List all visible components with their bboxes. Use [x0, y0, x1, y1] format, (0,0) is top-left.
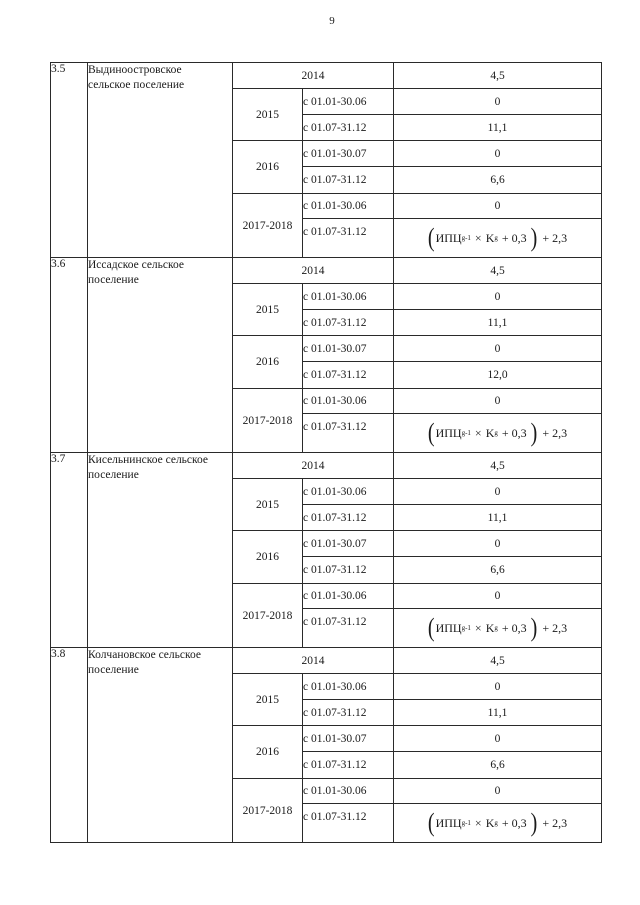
formula-left-paren: (: [427, 223, 435, 253]
value-cell: 12,0: [394, 362, 602, 389]
period-cell: с 01.01-30.06: [303, 284, 394, 310]
period-cell: с 01.01-30.06: [303, 479, 394, 505]
year-cell: 2017-2018: [233, 194, 303, 258]
formula: [427, 418, 568, 448]
formula-cell: [394, 219, 602, 258]
formula-ipc: ИПЦ: [435, 425, 462, 440]
period-cell: с 01.07-31.12: [303, 700, 394, 726]
period-cell: с 01.01-30.06: [303, 779, 394, 804]
formula-outer-plus: + 2,3: [542, 230, 568, 245]
formula-k-subscript: g: [494, 818, 498, 827]
formula-left-paren: (: [427, 418, 435, 448]
base-year-cell: 2014: [233, 63, 394, 89]
section-first-row: [51, 648, 602, 674]
formula: [427, 613, 568, 643]
formula-right-paren: ): [530, 418, 538, 448]
formula-k: K: [485, 425, 495, 440]
period-cell: с 01.01-30.06: [303, 584, 394, 609]
value-cell: 6,6: [394, 557, 602, 584]
formula-k-subscript: g: [494, 428, 498, 437]
formula-cell: [394, 804, 602, 843]
section-name-line: Иссадское сельское: [88, 259, 185, 271]
period-cell: с 01.07-31.12: [303, 505, 394, 531]
value-cell: 11,1: [394, 700, 602, 726]
year-cell: 2017-2018: [233, 779, 303, 843]
section-number: 3.7: [51, 453, 88, 648]
period-cell: с 01.01-30.07: [303, 726, 394, 752]
formula-left-paren: (: [427, 613, 435, 643]
section-name-line: сельское поселение: [88, 79, 185, 91]
section-name-line: поселение: [88, 664, 139, 676]
formula-right-paren: ): [530, 613, 538, 643]
year-cell: 2015: [233, 89, 303, 141]
period-cell: с 01.07-31.12: [303, 115, 394, 141]
formula-ipc-subscript: g-1: [461, 623, 471, 632]
value-cell: 11,1: [394, 505, 602, 531]
formula-outer-plus: + 2,3: [542, 425, 568, 440]
formula-cell: [394, 609, 602, 648]
section-name: [88, 453, 233, 648]
formula-inner-plus: + 0,3: [501, 425, 527, 440]
tariff-table-body: [51, 63, 602, 843]
period-cell: с 01.07-31.12: [303, 414, 394, 453]
period-cell: с 01.07-31.12: [303, 167, 394, 194]
year-cell: 2016: [233, 336, 303, 389]
value-cell: 0: [394, 479, 602, 505]
period-cell: с 01.07-31.12: [303, 752, 394, 779]
formula-inner-plus: + 0,3: [501, 230, 527, 245]
period-cell: с 01.01-30.06: [303, 89, 394, 115]
period-cell: с 01.01-30.07: [303, 336, 394, 362]
period-cell: с 01.07-31.12: [303, 557, 394, 584]
value-cell: 4,5: [394, 63, 602, 89]
formula-right-paren: ): [530, 808, 538, 838]
value-cell: 4,5: [394, 258, 602, 284]
page-number: 9: [329, 15, 335, 27]
formula-ipc: ИПЦ: [435, 230, 462, 245]
period-cell: с 01.07-31.12: [303, 362, 394, 389]
year-cell: 2017-2018: [233, 389, 303, 453]
value-cell: 0: [394, 584, 602, 609]
section-name-line: Колчановское сельское: [88, 649, 202, 661]
section-first-row: [51, 453, 602, 479]
formula-times: ×: [474, 425, 482, 440]
year-cell: 2016: [233, 726, 303, 779]
value-cell: 4,5: [394, 453, 602, 479]
base-year-cell: 2014: [233, 648, 394, 674]
section-first-row: [51, 63, 602, 89]
value-cell: 11,1: [394, 115, 602, 141]
formula-outer-plus: + 2,3: [542, 815, 568, 830]
year-cell: 2015: [233, 284, 303, 336]
period-cell: с 01.01-30.06: [303, 389, 394, 414]
value-cell: 6,6: [394, 167, 602, 194]
formula: [427, 223, 568, 253]
value-cell: 0: [394, 89, 602, 115]
formula-inner-plus: + 0,3: [501, 620, 527, 635]
year-cell: 2015: [233, 674, 303, 726]
formula-left-paren: (: [427, 808, 435, 838]
value-cell: 0: [394, 779, 602, 804]
section-number: 3.5: [51, 63, 88, 258]
year-cell: 2017-2018: [233, 584, 303, 648]
formula-times: ×: [474, 815, 482, 830]
section-name-line: поселение: [88, 274, 139, 286]
formula-right-paren: ): [530, 223, 538, 253]
section-name-line: Выдиноостровское: [88, 64, 182, 76]
section-name-line: Кисельнинское сельское: [88, 454, 209, 466]
formula-ipc-subscript: g-1: [461, 818, 471, 827]
formula-ipc-subscript: g-1: [461, 233, 471, 242]
formula-k: K: [485, 815, 495, 830]
formula-k-subscript: g: [494, 623, 498, 632]
formula-k-subscript: g: [494, 233, 498, 242]
value-cell: 0: [394, 194, 602, 219]
formula-times: ×: [474, 230, 482, 245]
formula-ipc: ИПЦ: [435, 620, 462, 635]
value-cell: 0: [394, 141, 602, 167]
formula-outer-plus: + 2,3: [542, 620, 568, 635]
year-cell: 2015: [233, 479, 303, 531]
period-cell: с 01.07-31.12: [303, 609, 394, 648]
section-number: 3.6: [51, 258, 88, 453]
value-cell: 0: [394, 284, 602, 310]
period-cell: с 01.07-31.12: [303, 219, 394, 258]
formula-ipc: ИПЦ: [435, 815, 462, 830]
section-name: [88, 258, 233, 453]
section-first-row: [51, 258, 602, 284]
formula-cell: [394, 414, 602, 453]
value-cell: 11,1: [394, 310, 602, 336]
base-year-cell: 2014: [233, 453, 394, 479]
period-cell: с 01.01-30.07: [303, 141, 394, 167]
value-cell: 0: [394, 336, 602, 362]
value-cell: 4,5: [394, 648, 602, 674]
value-cell: 0: [394, 726, 602, 752]
period-cell: с 01.01-30.06: [303, 194, 394, 219]
period-cell: с 01.01-30.06: [303, 674, 394, 700]
period-cell: с 01.01-30.07: [303, 531, 394, 557]
year-cell: 2016: [233, 141, 303, 194]
formula-ipc-subscript: g-1: [461, 428, 471, 437]
section-number: 3.8: [51, 648, 88, 843]
section-name: [88, 63, 233, 258]
value-cell: 0: [394, 389, 602, 414]
period-cell: с 01.07-31.12: [303, 804, 394, 843]
formula-times: ×: [474, 620, 482, 635]
section-name-line: поселение: [88, 469, 139, 481]
value-cell: 0: [394, 531, 602, 557]
year-cell: 2016: [233, 531, 303, 584]
formula-k: K: [485, 230, 495, 245]
formula: [427, 808, 568, 838]
tariff-table: [50, 62, 602, 843]
value-cell: 6,6: [394, 752, 602, 779]
section-name: [88, 648, 233, 843]
value-cell: 0: [394, 674, 602, 700]
formula-k: K: [485, 620, 495, 635]
formula-inner-plus: + 0,3: [501, 815, 527, 830]
base-year-cell: 2014: [233, 258, 394, 284]
period-cell: с 01.07-31.12: [303, 310, 394, 336]
